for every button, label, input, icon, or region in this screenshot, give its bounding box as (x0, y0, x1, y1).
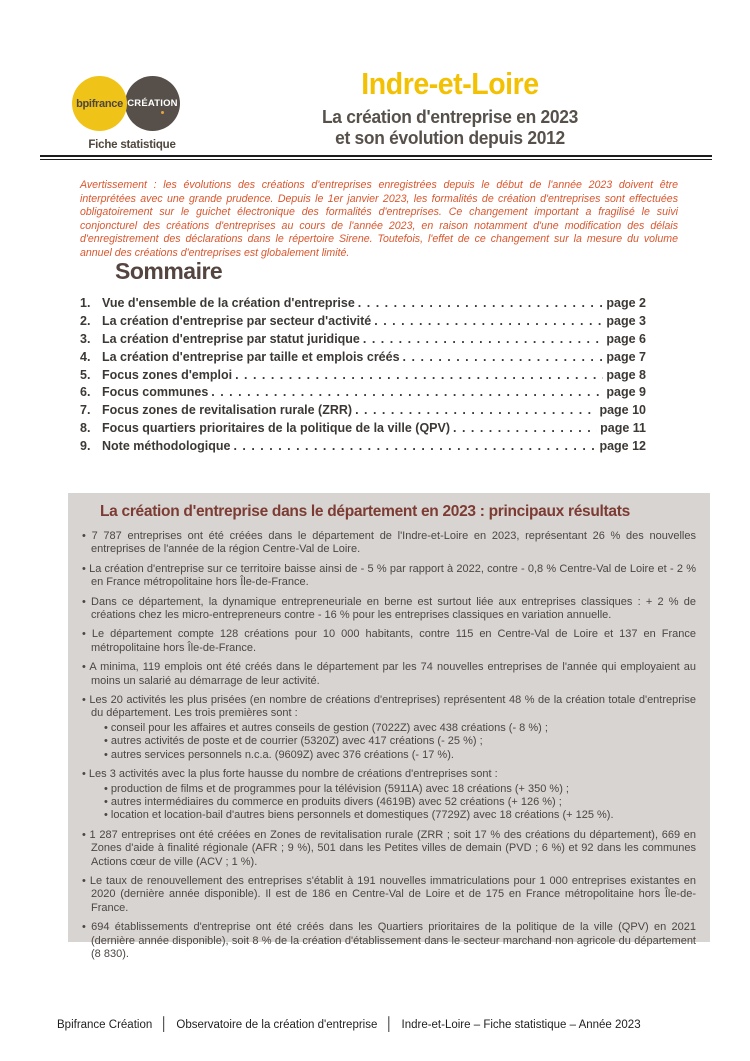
sub-bullet-text: • conseil pour les affaires et autres conseils de gestion (7022Z) avec 438 créations (- 8 %) ; (104, 722, 696, 735)
page-subtitle (262, 106, 638, 148)
bullet-text: • Le département compte 128 créations pour 10 000 habitants, contre 115 en Centre-Val de Loire et 137 en France métropolitaine hors Île-de-France. (82, 628, 696, 655)
footer-part: Observatoire de la création d'entreprise (176, 1019, 378, 1031)
bullet-text: • 694 établissements d'entreprise ont été créés dans les Quartiers prioritaires de la politique de la ville (QPV) en 2021 (dernière année disponible), soit 8 % de la création d'établissement dans le secteur marchand non agricole du département (8 830). (82, 921, 696, 961)
result-bullet (82, 768, 696, 823)
toc-item[interactable] (80, 385, 646, 403)
toc-item-page: page 3 (606, 313, 646, 328)
toc-item[interactable] (80, 332, 646, 350)
sub-bullet-text: • autres services personnels n.c.a. (9609Z) avec 376 créations (- 17 %). (104, 749, 696, 762)
sub-bullet-list (82, 783, 696, 823)
toc-item-label: Focus communes (102, 385, 209, 400)
bpifrance-logo-text: bpifrance (76, 97, 123, 110)
toc-item[interactable] (80, 439, 646, 457)
footer-part: Bpifrance Création (57, 1019, 153, 1031)
toc-item-page: page 6 (606, 331, 646, 346)
toc-item-page: page 12 (599, 439, 646, 454)
result-bullet (82, 563, 696, 590)
toc-item-number: 9. (80, 439, 91, 454)
toc-item-page: page 10 (599, 403, 646, 418)
sub-bullet-text: • autres intermédiaires du commerce en produits divers (4619B) avec 52 créations (+ 126 %) ; (104, 796, 696, 809)
warning-paragraph: Avertissement : les évolutions des créations d'entreprises enregistrées depuis le début de l'année 2023 doivent être interprétées avec une grande prudence. Depuis le 1er janvier 2023, les formalités de création d'entreprises sont effectuées obligatoirement sur le guichet électronique des formalités d'entreprises. Ce changement important a fragilisé le suivi conjoncturel des créations d'entreprises au cours de l'année 2023, en raison notamment d'une modification des délais d'enregistrement des déclarations dans le répertoire Sirene. Toutefois, l'effet de ce changement sur la mesure du volume annuel des créations d'entreprises est globalement limité. (80, 179, 678, 259)
toc-item-label: Focus zones d'emploi (102, 367, 233, 382)
creation-logo-icon (125, 76, 180, 131)
toc-dot-leader (363, 332, 604, 346)
toc-item[interactable] (80, 403, 646, 421)
footer-part: Indre-et-Loire – Fiche statistique – Année 2023 (401, 1019, 641, 1031)
toc-item-label: La création d'entreprise par taille et emplois créés (102, 349, 400, 364)
result-bullet (82, 875, 696, 915)
document-header (250, 66, 650, 148)
toc-item-label: Focus quartiers prioritaires de la politique de la ville (QPV) (102, 421, 451, 436)
bullet-text: • A minima, 119 emplois ont été créés dans le département par les 74 nouvelles entreprises de l'année qui employaient au moins un salarié au démarrage de leur activité. (82, 661, 696, 688)
toc-item[interactable] (80, 314, 646, 332)
toc-item-number: 3. (80, 331, 91, 346)
bullet-text: • Les 3 activités avec la plus forte hausse du nombre de créations d'entreprises sont : (82, 768, 696, 781)
result-bullet (82, 530, 696, 557)
toc-item-page: page 7 (606, 349, 646, 364)
toc-dot-leader (235, 368, 603, 382)
toc-item-number: 7. (80, 403, 91, 418)
sub-bullet-text: • autres activités de poste et de courrier (5320Z) avec 417 créations (- 25 %) ; (104, 735, 696, 748)
toc-item-number: 6. (80, 385, 91, 400)
header-divider (40, 155, 712, 160)
toc-item-number: 4. (80, 349, 91, 364)
bullet-text: • La création d'entreprise sur ce territoire baisse ainsi de - 5 % par rapport à 2022, contre - 0,8 % Centre-Val de Loire et - 2 % en France métropolitaine hors Île-de-France. (82, 563, 696, 590)
creation-logo-text: CRÉATION (127, 98, 178, 109)
toc-item-label: Focus zones de revitalisation rurale (ZRR) (102, 403, 353, 418)
footer-text (57, 1016, 641, 1031)
footer-separator: │ (385, 1016, 394, 1031)
toc-item-label: Vue d'ensemble de la création d'entreprise (102, 296, 355, 310)
toc-dot-leader (233, 439, 596, 453)
result-bullet (82, 628, 696, 655)
toc-item-label: La création d'entreprise par statut juridique (102, 331, 360, 346)
toc-item-number: 8. (80, 421, 91, 436)
toc-item-label: La création d'entreprise par secteur d'activité (102, 313, 372, 328)
logo-circles (72, 76, 192, 131)
sub-bullet-text: • location et location-bail d'autres biens personnels et domestiques (7729Z) avec 18 créations (+ 125 %). (104, 809, 696, 822)
toc-item-number: 2. (80, 313, 91, 328)
toc-heading: Sommaire (115, 258, 223, 284)
toc-dot-leader (355, 403, 596, 417)
toc-item[interactable] (80, 421, 646, 439)
key-results-panel (68, 493, 710, 960)
bullet-text: • 1 287 entreprises ont été créées en Zones de revitalisation rurale (ZRR ; soit 17 % des créations du département), 669 en Zones d'aide à finalité régionale (AFR ; 9 %), 501 dans les Petites villes de demain (PVD ; 6 %) et 92 dans les communes Actions cœur de ville (ACV ; 1 %). (82, 829, 696, 869)
toc-item-page: page 8 (606, 367, 646, 382)
toc-item[interactable] (80, 350, 646, 368)
toc-list (80, 296, 646, 457)
sub-bullet-text: • production de films et de programmes pour la télévision (5911A) avec 18 créations (+ 350 %) ; (104, 783, 696, 796)
toc-item[interactable] (80, 368, 646, 386)
result-bullet (82, 596, 696, 623)
page-subtitle-line2: et son évolution depuis 2012 (335, 127, 565, 148)
bpifrance-logo-icon (72, 76, 127, 131)
toc-item-label: Note méthodologique (102, 439, 231, 454)
creation-dot-icon (161, 111, 164, 114)
toc-item-page: page 9 (606, 385, 646, 400)
result-bullet (82, 661, 696, 688)
results-list (82, 530, 696, 961)
footer-separator: │ (160, 1016, 169, 1031)
bullet-text: • Dans ce département, la dynamique entrepreneuriale en berne est surtout liée aux entreprises classiques : + 2 % de créations chez les micro-entrepreneurs contre - 16 % pour les entreprises classiques en variation annuelle. (82, 596, 696, 623)
result-bullet (82, 694, 696, 762)
page-title: Indre-et-Loire (361, 66, 539, 101)
bullet-text: • Le taux de renouvellement des entreprises s'établit à 191 nouvelles immatriculations pour 1 000 entreprises existantes en 2020 (dernière année disponible). Il est de 186 en Centre-Val de Loire et de 175 en France métropolitaine hors Île-de-France. (82, 875, 696, 915)
bpifrance-creation-logo (72, 76, 192, 151)
bullet-text: • Les 20 activités les plus prisées (en nombre de créations d'entreprises) représentent 48 % de la création totale d'entreprise du département. Les trois premières sont : (82, 694, 696, 721)
bullet-text: • 7 787 entreprises ont été créées dans le département de l'Indre-et-Loire en 2023, représentant 26 % des nouvelles entreprises de l'année de la région Centre-Val de Loire. (82, 530, 696, 557)
toc-dot-leader (374, 314, 603, 328)
sub-bullet-list (82, 722, 696, 762)
toc-item-number: 5. (80, 367, 91, 382)
page-subtitle-line1: La création d'entreprise en 2023 (321, 106, 579, 127)
toc-item-number: 1. (80, 296, 91, 310)
toc-dot-leader (211, 385, 603, 399)
logo-tagline: Fiche statistique (88, 139, 176, 151)
result-bullet (82, 921, 696, 961)
toc-item[interactable] (80, 296, 646, 314)
toc-item-page: page 2 (606, 296, 646, 310)
toc-item-page: page 11 (600, 421, 646, 436)
results-heading: La création d'entreprise dans le département en 2023 : principaux résultats (100, 503, 630, 520)
result-bullet (82, 829, 696, 869)
toc-dot-leader (358, 296, 604, 310)
toc-dot-leader (403, 350, 604, 364)
toc-dot-leader (453, 421, 597, 435)
